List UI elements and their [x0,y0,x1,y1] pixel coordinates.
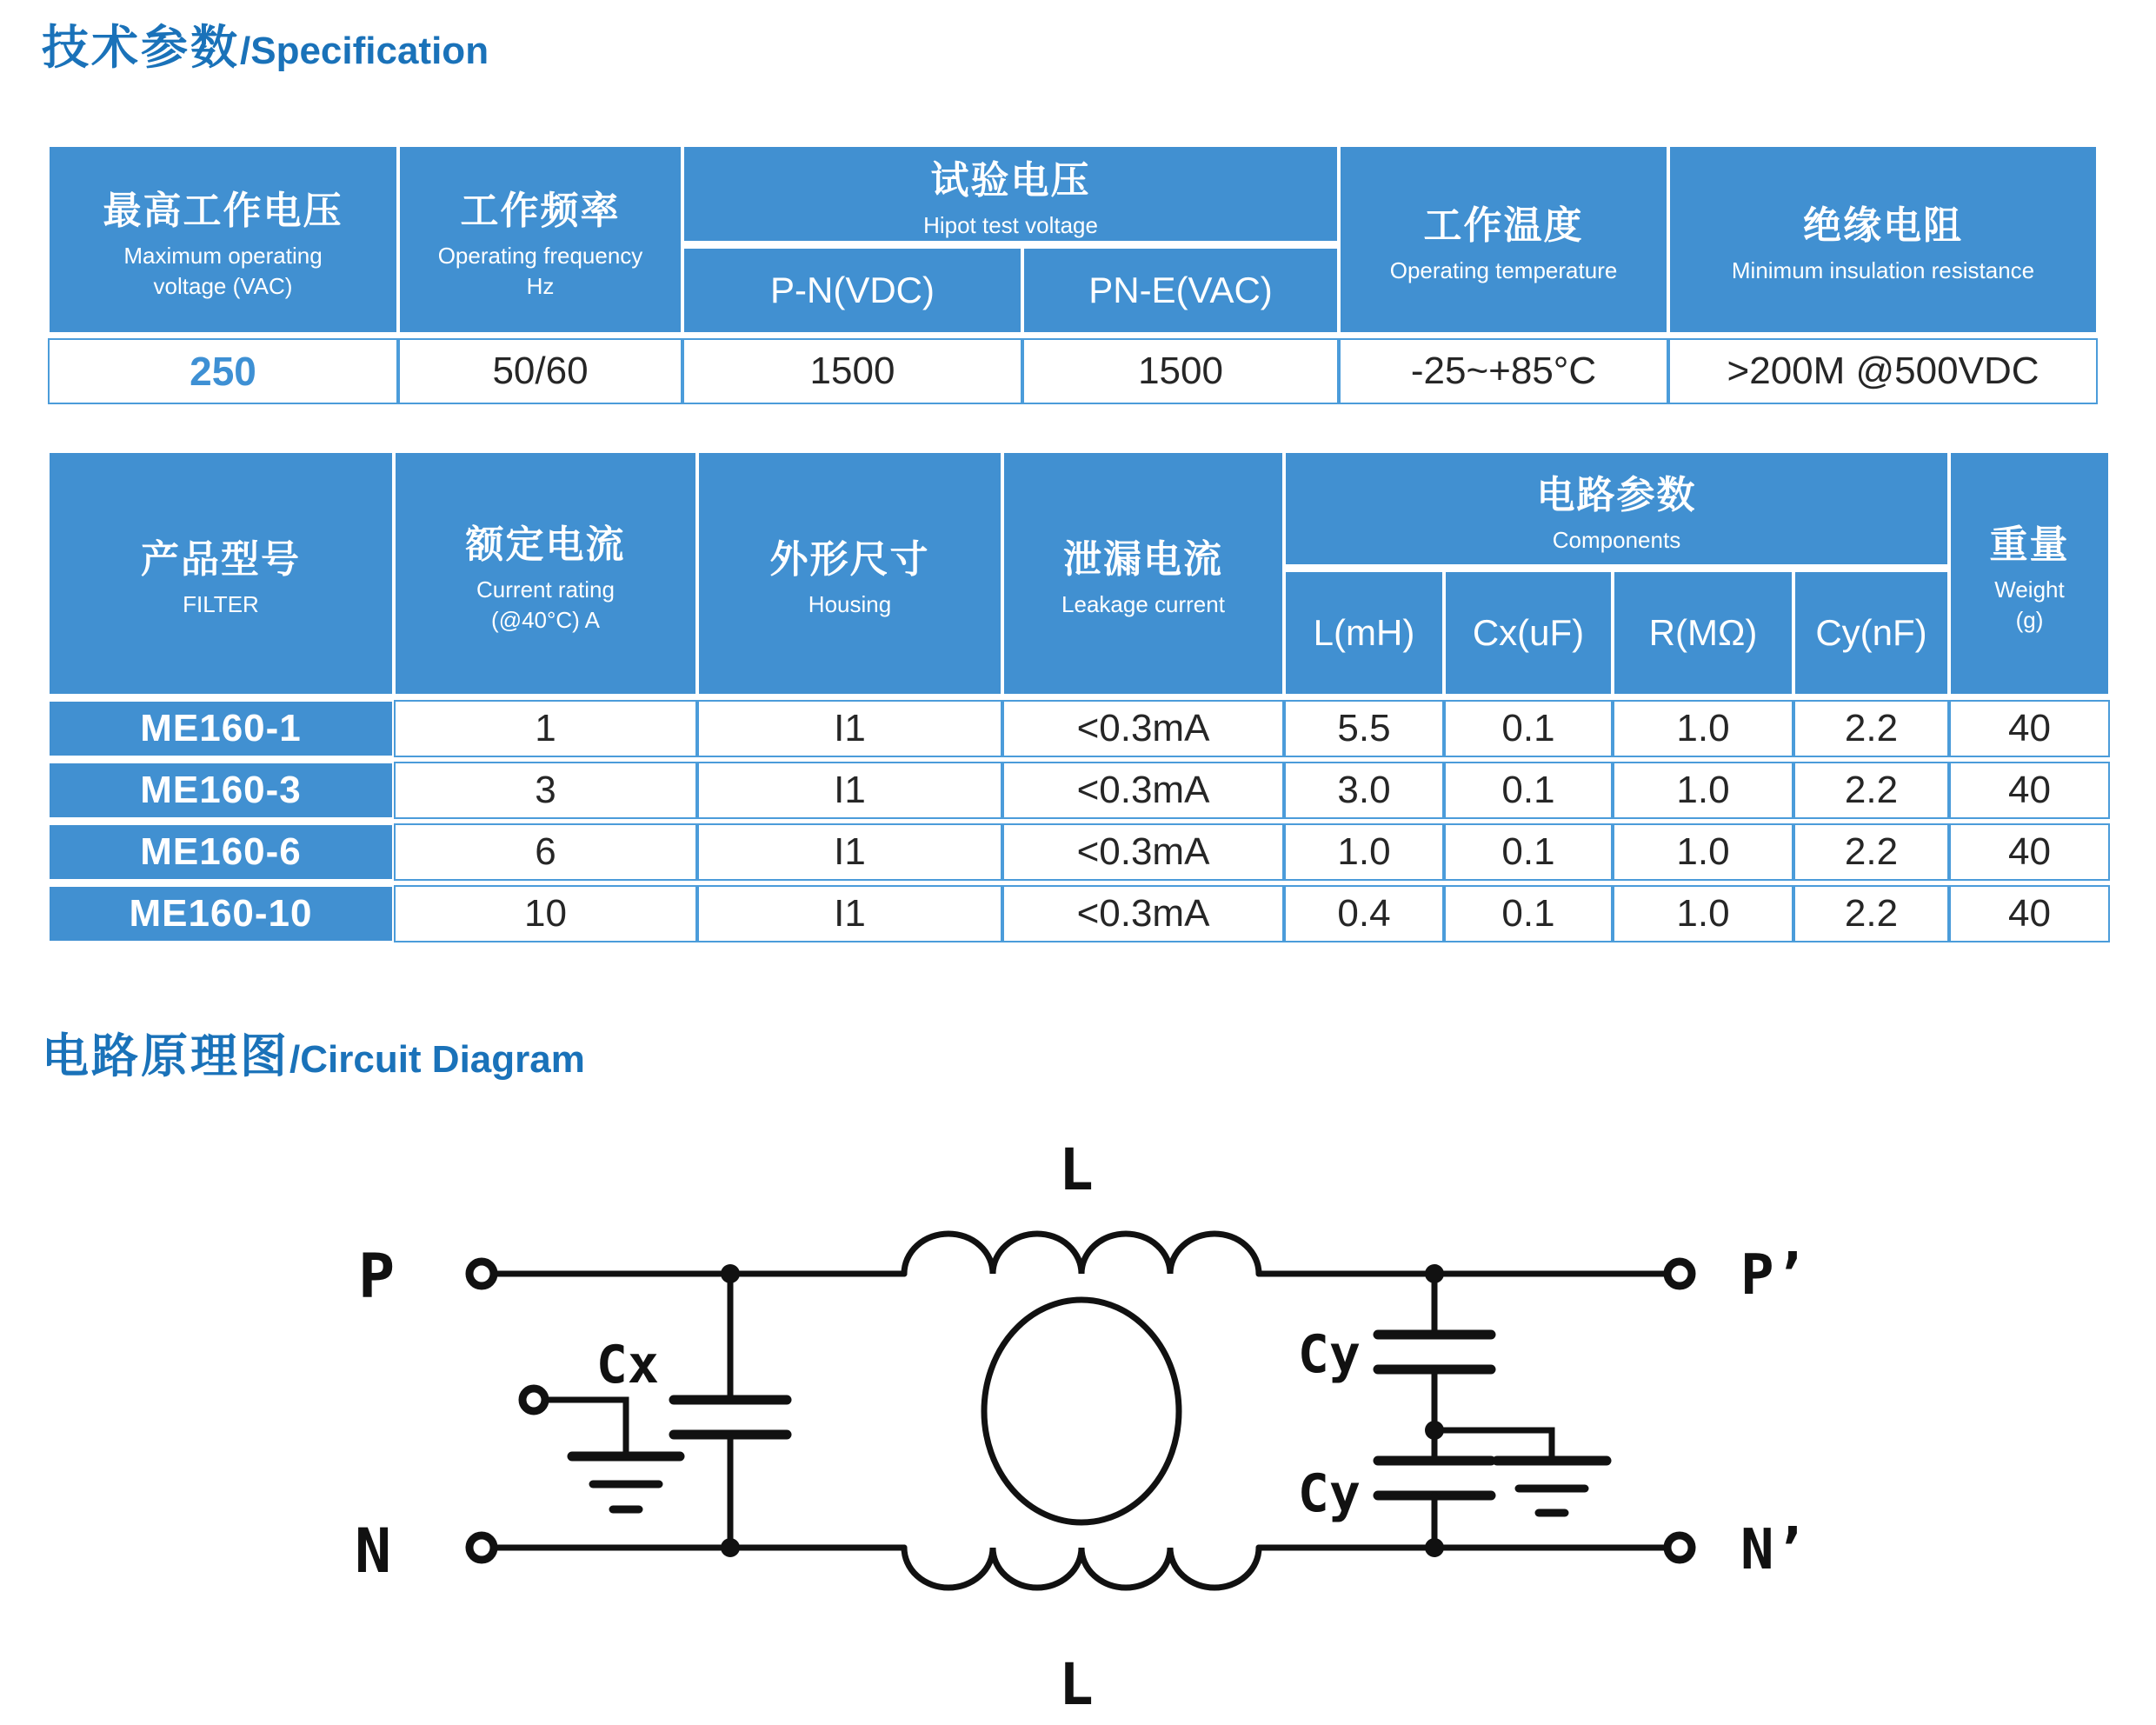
header-leakage-en: Leakage current [1061,591,1225,618]
ground-right-stub [1434,1430,1552,1457]
product-table [48,447,2110,947]
header-model-en: FILTER [183,591,259,618]
junction-dot [1425,1538,1444,1557]
spec-title-en: /Specification [240,30,489,72]
table-row [48,885,2110,942]
label-cx: Cx [596,1335,659,1395]
circuit-wires [495,1234,1668,1588]
circuit-labels [355,1136,1807,1718]
cell-leakage: <0.3mA [1002,700,1284,757]
header-current [394,451,697,696]
cell-leakage: <0.3mA [1002,762,1284,819]
cell-l: 1.0 [1284,823,1444,881]
circuit-diagram [313,1122,1843,1722]
table-row [48,823,2110,881]
header-insulation [1668,145,2098,334]
cell-cy: 2.2 [1793,700,1949,757]
cell-r: 1.0 [1613,823,1793,881]
circuit-title-en: /Circuit Diagram [289,1038,585,1081]
header-pn-vdc: P-N(VDC) [682,247,1022,334]
header-max-voltage-en1: Maximum operating [123,243,323,269]
cell-current: 10 [394,885,697,942]
header-weight-en1: Weight [1994,576,2065,603]
terminals [469,1262,1692,1560]
header-cy-nf: Cy(nF) [1793,570,1949,696]
terminal-ground [522,1389,545,1411]
cell-cy: 2.2 [1793,823,1949,881]
value-pne-vac: 1500 [1022,338,1339,404]
header-model [48,451,394,696]
cell-leakage: <0.3mA [1002,823,1284,881]
header-components-en: Components [1552,526,1681,553]
header-current-zh: 额定电流 [465,523,626,566]
header-temperature-en: Operating temperature [1389,257,1618,284]
header-r-mohm: R(MΩ) [1613,570,1793,696]
cell-leakage: <0.3mA [1002,885,1284,942]
cell-cy: 2.2 [1793,885,1949,942]
header-housing-en: Housing [808,591,892,618]
terminal-n-prime [1667,1535,1692,1560]
terminal-n [469,1535,494,1560]
ground-left-stub [546,1400,626,1453]
value-frequency: 50/60 [398,338,682,404]
cell-current: 3 [394,762,697,819]
header-insulation-zh: 绝缘电阻 [1803,204,1964,248]
cell-l: 0.4 [1284,885,1444,942]
label-n: N [355,1515,392,1587]
header-max-voltage-en2: voltage (VAC) [153,272,293,299]
value-temperature: -25~+85°C [1339,338,1668,404]
header-hipot-en: Hipot test voltage [923,211,1098,238]
value-insulation: >200M @500VDC [1668,338,2098,404]
label-p: P [358,1241,396,1312]
header-max-voltage [48,145,398,334]
value-max-voltage: 250 [48,338,398,404]
header-hipot-zh: 试验电压 [930,158,1091,202]
cell-l: 3.0 [1284,762,1444,819]
header-frequency-en1: Operating frequency [437,243,643,269]
cell-housing: I1 [697,762,1002,819]
header-leakage [1002,451,1284,696]
cell-model: ME160-10 [48,885,394,942]
cell-housing: I1 [697,700,1002,757]
cell-l: 5.5 [1284,700,1444,757]
header-frequency-en2: Hz [526,272,555,299]
header-weight-zh: 重量 [1989,523,2070,566]
cell-cx: 0.1 [1444,762,1613,819]
header-housing-zh: 外形尺寸 [769,538,930,582]
header-weight [1949,451,2110,696]
cell-current: 6 [394,823,697,881]
table-row [48,762,2110,819]
circuit-section-title [42,1019,585,1086]
label-cy-upper: Cy [1297,1324,1361,1385]
header-frequency-zh: 工作频率 [460,190,621,232]
junction-dot [721,1538,740,1557]
value-pn-vdc: 1500 [682,338,1022,404]
cell-r: 1.0 [1613,762,1793,819]
cell-housing: I1 [697,823,1002,881]
cell-cy: 2.2 [1793,762,1949,819]
spec-value-row [48,338,2098,404]
header-current-en1: Current rating [476,576,615,603]
header-weight-en2: (g) [2015,606,2044,633]
header-temperature [1339,145,1668,334]
cell-housing: I1 [697,885,1002,942]
cell-cx: 0.1 [1444,700,1613,757]
cell-cx: 0.1 [1444,885,1613,942]
cell-model: ME160-1 [48,700,394,757]
header-components-group [1284,451,1949,566]
header-frequency [398,145,682,334]
spec-title-zh: 技术参数 [42,22,240,74]
inductor-bottom [904,1548,1259,1588]
header-temperature-zh: 工作温度 [1423,204,1584,248]
cell-model: ME160-3 [48,762,394,819]
header-housing [697,451,1002,696]
cell-weight: 40 [1949,762,2110,819]
cell-cx: 0.1 [1444,823,1613,881]
header-max-voltage-zh: 最高工作电压 [103,190,343,232]
cell-current: 1 [394,700,697,757]
inductor-top [904,1234,1259,1274]
header-hipot-group [682,145,1339,243]
toroid-core [984,1300,1179,1522]
cell-weight: 40 [1949,700,2110,757]
label-n-prime: N’ [1740,1518,1808,1582]
cell-weight: 40 [1949,823,2110,881]
header-insulation-en: Minimum insulation resistance [1731,257,2035,284]
table-row [48,700,2110,757]
spec-section-title [42,10,489,77]
label-l-top: L [1059,1136,1094,1203]
junction-dot [721,1264,740,1283]
header-l-mh: L(mH) [1284,570,1444,696]
header-model-zh: 产品型号 [141,538,301,582]
label-p-prime: P’ [1740,1243,1808,1308]
circuit-title-zh: 电路原理图 [42,1030,289,1082]
header-current-en2: (@40°C) A [491,606,600,633]
cell-model: ME160-6 [48,823,394,881]
label-l-bottom: L [1059,1651,1094,1718]
junction-dot [1425,1264,1444,1283]
header-leakage-zh: 泄漏电流 [1063,538,1223,582]
header-cx-uf: Cx(uF) [1444,570,1613,696]
cell-r: 1.0 [1613,700,1793,757]
terminal-p-prime [1667,1262,1692,1286]
label-cy-lower: Cy [1297,1463,1361,1524]
junction-dot [1425,1421,1444,1440]
header-components-zh: 电路参数 [1536,473,1697,516]
cell-weight: 40 [1949,885,2110,942]
terminal-p [469,1262,494,1286]
cell-r: 1.0 [1613,885,1793,942]
specification-table [48,141,2098,409]
header-pne-vac: PN-E(VAC) [1022,247,1339,334]
